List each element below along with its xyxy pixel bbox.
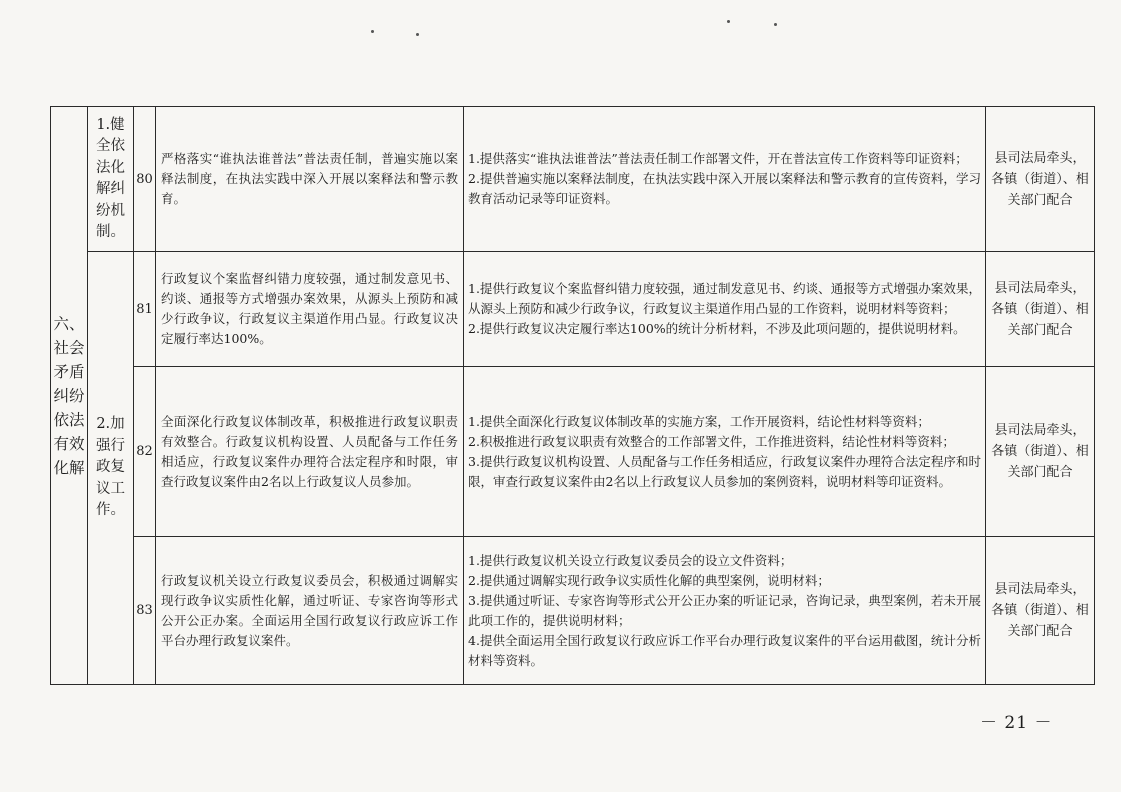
subcategory-cell: 2.加强行政复议工作。	[88, 252, 134, 685]
materials-cell: 1.提供行政复议机关设立行政复议委员会的设立文件资料； 2.提供通过调解实现行政争议实质性化解的典型案例，说明材料； 3.提供通过听证、专家咨询等形式公开公正办案的听证记录，咨询记录，典型案例，若未开展此项工作的，提供说明材料； 4.提供全面运用全国行政复议行政应诉工作平台办理行政复议案件的平台运用截图，统计分析材料等资料。	[464, 537, 986, 685]
row-number: 80	[134, 107, 156, 252]
table-row	[51, 252, 1095, 367]
materials-cell: 1.提供全面深化行政复议体制改革的实施方案，工作开展资料，结论性材料等资料； 2.积极推进行政复议职责有效整合的工作部署文件，工作推进资料，结论性材料等资料； 3.提供行政复议机构设置、人员配备与工作任务相适应，行政复议案件办理符合法定程序和时限，审查行政复议案件由2名以上行政复议人员参加的案例资料，说明材料等印证资料。	[464, 367, 986, 537]
requirement-cell: 全面深化行政复议体制改革，积极推进行政复议职责有效整合。行政复议机构设置、人员配备与工作任务相适应，行政复议案件办理符合法定程序和时限，审查行政复议案件由2名以上行政复议人员参加。	[156, 367, 464, 537]
evaluation-table	[50, 106, 1095, 685]
table-row	[51, 367, 1095, 537]
materials-cell: 1.提供行政复议个案监督纠错力度较强，通过制发意见书、约谈、通报等方式增强办案效果，从源头上预防和减少行政争议，行政复议主渠道作用凸显的工作资料，说明材料等资料； 2.提供行政复议决定履行率达100%的统计分析材料，不涉及此项问题的，提供说明材料。	[464, 252, 986, 367]
scan-speck	[774, 23, 777, 26]
table-row	[51, 107, 1095, 252]
page-number: － 21 －	[980, 713, 1053, 733]
materials-cell: 1.提供落实“谁执法谁普法”普法责任制工作部署文件，开在普法宣传工作资料等印证资料； 2.提供普遍实施以案释法制度，在执法实践中深入开展以案释法和警示教育的宣传资料，学习教育活动记录等印证资料。	[464, 107, 986, 252]
responsible-cell: 县司法局牵头，各镇（街道）、相关部门配合	[986, 537, 1095, 685]
responsible-cell: 县司法局牵头，各镇（街道）、相关部门配合	[986, 252, 1095, 367]
row-number: 82	[134, 367, 156, 537]
responsible-cell: 县司法局牵头，各镇（街道）、相关部门配合	[986, 367, 1095, 537]
row-number: 81	[134, 252, 156, 367]
scan-speck	[416, 33, 419, 36]
scan-speck	[371, 30, 374, 33]
row-number: 83	[134, 537, 156, 685]
table-row	[51, 537, 1095, 685]
requirement-cell: 严格落实“谁执法谁普法”普法责任制，普遍实施以案释法制度，在执法实践中深入开展以案释法和警示教育。	[156, 107, 464, 252]
requirement-cell: 行政复议机关设立行政复议委员会，积极通过调解实现行政争议实质性化解，通过听证、专家咨询等形式公开公正办案。全面运用全国行政复议行政应诉工作平台办理行政复议案件。	[156, 537, 464, 685]
subcategory-cell: 1.健全依法化解纠纷机制。	[88, 107, 134, 252]
responsible-cell: 县司法局牵头，各镇（街道）、相关部门配合	[986, 107, 1095, 252]
category-cell: 六、社会矛盾纠纷依法有效化解	[51, 107, 88, 685]
scan-speck	[727, 20, 730, 23]
requirement-cell: 行政复议个案监督纠错力度较强，通过制发意见书、约谈、通报等方式增强办案效果，从源头上预防和减少行政争议，行政复议主渠道作用凸显。行政复议决定履行率达100%。	[156, 252, 464, 367]
